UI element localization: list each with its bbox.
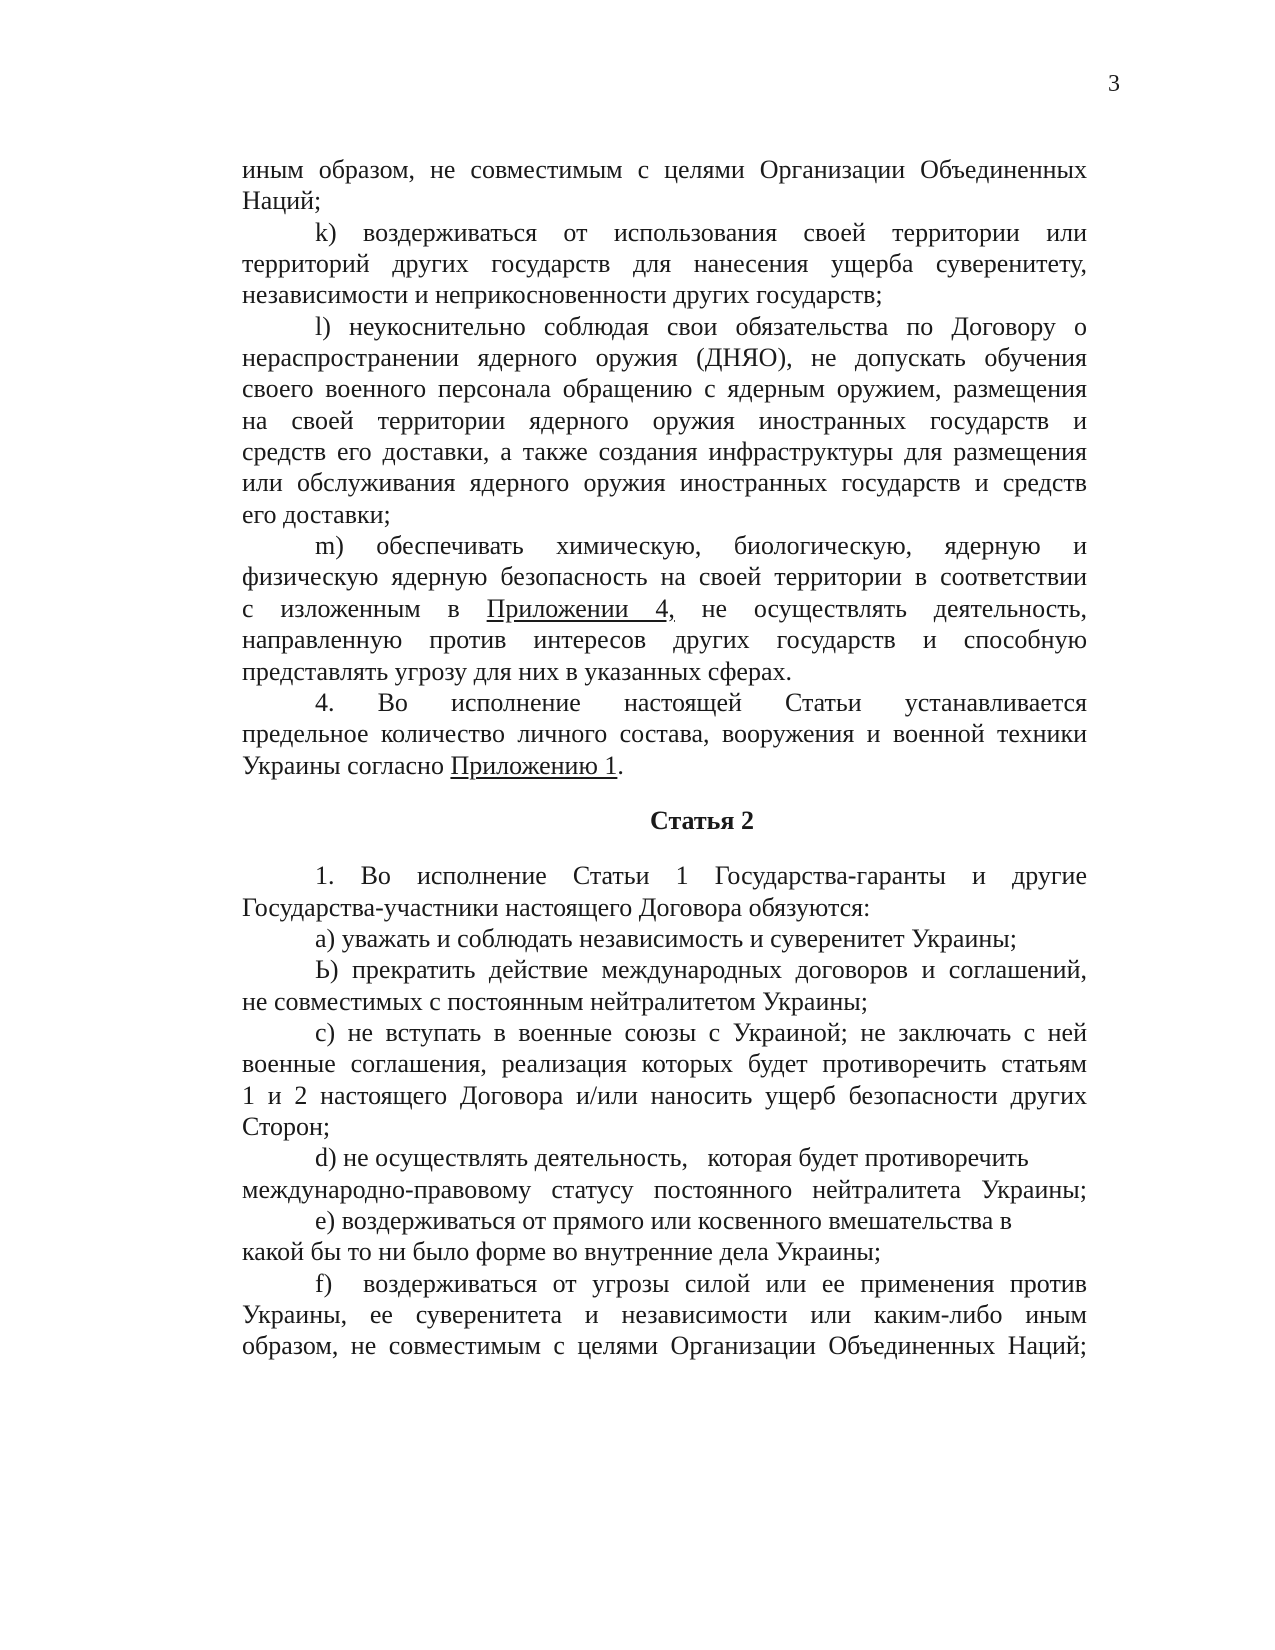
text-run: 4. Во исполнение настоящей Статьи устанавливается [315, 687, 1087, 717]
text-run: образом, не совместимым с целями Организации Объединенных Наций; [242, 1331, 1087, 1361]
text-run: Украины, ее суверенитета и независимости или каким-либо иным [242, 1300, 1087, 1330]
text-line [242, 1111, 1087, 1142]
text-line [242, 1205, 1087, 1236]
text-line [242, 530, 1087, 561]
text-line [242, 718, 1087, 749]
text-line [242, 1142, 1087, 1173]
section-heading: Статья 2 [650, 805, 754, 835]
text-run: m) обеспечивать химическую, биологическую, ядерную и [315, 531, 1087, 561]
text-line [242, 248, 1087, 279]
text-line [242, 954, 1087, 985]
text-run: на своей территории ядерного оружия иностранных государств и [242, 405, 1087, 435]
text-line [242, 1174, 1087, 1205]
text-run: направленную против интересов других государств и способную [242, 625, 1087, 655]
text-line [242, 923, 1087, 954]
text-line [242, 154, 1087, 185]
text-line [242, 279, 1087, 310]
text-run: f) воздерживаться от угрозы силой или ее применения против [315, 1268, 1087, 1298]
text-line [242, 217, 1087, 248]
text-line [242, 750, 1087, 781]
text-line [242, 1017, 1087, 1048]
text-run: с изложенным в [242, 593, 487, 623]
text-run: с) не вступать в военные союзы с Украиной; не заключать с ней [315, 1017, 1087, 1047]
text-run: не совместимых с постоянным нейтралитетом Украины; [242, 986, 868, 1016]
text-line [242, 860, 1087, 891]
text-line [242, 436, 1087, 467]
document-body [242, 154, 1087, 1362]
text-line [242, 373, 1087, 404]
text-run: не осуществлять деятельность, [674, 593, 1088, 623]
text-run: 1. Во исполнение Статьи 1 Государства-гаранты и другие [315, 861, 1087, 891]
text-run: е) воздерживаться от прямого или косвенного вмешательства в [315, 1206, 1013, 1235]
text-run: l) неукоснительно соблюдая свои обязательства по Договору о [315, 311, 1087, 341]
text-line [242, 1236, 1087, 1267]
text-run: Ь) прекратить действие международных договоров и соглашений, [315, 955, 1087, 985]
text-run: предельное количество личного состава, вооружения и военной техники [242, 719, 1087, 749]
text-line [242, 1048, 1087, 1079]
text-line [242, 561, 1087, 592]
text-run: международно-правовому статусу постоянного нейтралитета Украины; [242, 1174, 1087, 1204]
text-line [242, 593, 1087, 624]
text-run: Сторон; [242, 1111, 331, 1141]
text-line [242, 1268, 1087, 1299]
text-line [242, 185, 1087, 216]
text-run: Государства-участники настоящего Договора обязуются: [242, 892, 871, 922]
text-line [242, 1330, 1087, 1361]
text-run: его доставки; [242, 499, 391, 529]
text-run: какой бы то ни было форме во внутренние дела Украины; [242, 1237, 882, 1267]
text-run: Украины согласно [242, 750, 451, 780]
text-run: территорий других государств для нанесения ущерба суверенитету, [242, 249, 1087, 279]
text-line [242, 499, 1087, 530]
text-run: 1 и 2 настоящего Договора и/или наносить ущерб безопасности других [242, 1080, 1087, 1110]
page-number: 3 [1108, 71, 1120, 97]
text-run: представлять угрозу для них в указанных сферах. [242, 656, 793, 686]
text-line [242, 892, 1087, 923]
text-run: средств его доставки, а также создания инфраструктуры для размещения [242, 437, 1087, 467]
text-line [242, 467, 1087, 498]
appendix-reference: Приложению 1 [450, 750, 618, 780]
text-run: . [617, 750, 624, 780]
text-run: нераспространении ядерного оружия (ДНЯО), не допускать обучения [242, 343, 1087, 373]
text-run: или обслуживания ядерного оружия иностранных государств и средств [242, 468, 1087, 498]
text-run: физическую ядерную безопасность на своей территории в соответствии [242, 562, 1087, 592]
text-line [242, 986, 1087, 1017]
text-run: k) воздерживаться от использования своей территории или [315, 217, 1087, 247]
text-line [242, 687, 1087, 718]
text-line [242, 311, 1087, 342]
text-run: а) уважать и соблюдать независимость и суверенитет Украины; [315, 923, 1017, 953]
text-line [242, 342, 1087, 373]
text-line [242, 624, 1087, 655]
text-run: военные соглашения, реализация которых будет противоречить статьям [242, 1049, 1087, 1079]
text-run: Наций; [242, 186, 322, 216]
text-line [242, 1080, 1087, 1111]
text-run: независимости и неприкосновенности других государств; [242, 280, 883, 310]
text-line [242, 656, 1087, 687]
text-run: d) не осуществлять деятельность, которая будет противоречить [315, 1143, 1029, 1173]
text-run: иным образом, не совместимым с целями Организации Объединенных [242, 155, 1087, 184]
appendix-reference: Приложении 4, [486, 593, 675, 623]
text-line [242, 1299, 1087, 1330]
text-run: своего военного персонала обращению с ядерным оружием, размещения [242, 374, 1087, 404]
text-line [242, 405, 1087, 436]
